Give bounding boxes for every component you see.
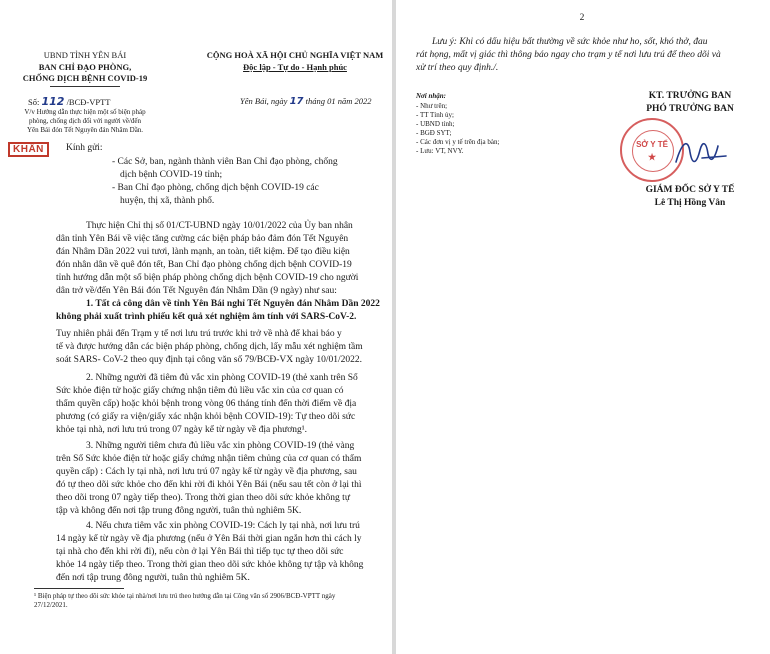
issuing-agency-header [10, 50, 160, 87]
text-line: tế và được hướng dẫn các biện pháp phòng, chống dịch, lấy mẫu xét nghiệm tầm [56, 342, 363, 352]
text-line: tại nhà cho đến khi rời đi), nếu còn ở lại Yên Bái thì tiếp tục tự theo dõi sức [56, 547, 344, 557]
text-line: rát họng, mất vị giác thì thông báo ngay cho trạm y tế nơi lưu trú để theo dõi và [416, 50, 721, 60]
page-number: 2 [579, 13, 585, 23]
text-line: theo dõi trong 07 ngày tiếp theo). Trong thời gian theo dõi sức khỏe không tự [56, 493, 350, 503]
text-line: thẩm quyền cấp) hoặc khỏi bệnh trong vòng 06 tháng tính đến thời điểm về địa [56, 399, 357, 409]
text-line: - Các đơn vị y tế trên địa bàn; [416, 138, 500, 146]
signature-handwritten [672, 132, 732, 172]
signer-position: GIÁM ĐỐC SỞ Y TẾ [645, 185, 735, 195]
text-line: 1. Tất cả công dân về tỉnh Yên Bái nghỉ Tết Nguyên đán Nhâm Dần 2022 [86, 299, 380, 309]
text-line: phương (có giấy ra viện/giấy xác nhận khỏi bệnh COVID-19): Tự theo dõi sức [56, 412, 356, 422]
header-rule [50, 86, 120, 87]
text-line: khỏe tại nhà, nơi lưu trú trong 07 ngày kể từ ngày về địa phương¹. [56, 425, 308, 435]
signature-titles [610, 90, 770, 116]
item-3 [56, 440, 392, 518]
text-line: ¹ Biện pháp tự theo dõi sức khỏe tại nhà/nơi lưu trú theo hướng dẫn tại Công văn số 2906/BCĐ-VPTT ngày [34, 592, 336, 600]
subject-line: Yên Bái đón Tết Nguyên đán Nhâm Dần. [26, 126, 144, 134]
text-line: quyền cấp) : Cách ly tại nhà, nơi lưu trú 07 ngày kể từ ngày về địa phương, sau [56, 467, 357, 477]
doc-number-suffix: /BCĐ-VPTT [66, 97, 111, 107]
seal-text: SỞ Y TẾ [636, 140, 668, 149]
health-note [416, 36, 770, 75]
text-line: huyện, thị xã, thành phố. [120, 196, 215, 206]
text-line: dân trở về/đến Yên Bái đón Tết Nguyên đán Nhâm Dần (9 ngày) như sau: [56, 286, 337, 296]
steering-committee-line1: BAN CHỈ ĐẠO PHÒNG, [38, 61, 132, 72]
text-line: tập và không đến nơi tập trung đông người, tuân thủ nghiêm 5K. [56, 506, 302, 516]
footnote [34, 592, 392, 610]
document-page-2 [396, 0, 770, 654]
text-line: khỏe 14 ngày tiếp theo. Trong thời gian theo dõi sức khỏe không tự tập và không [56, 560, 364, 570]
text-line: dân tỉnh Yên Bái về việc tăng cường các biện pháp bảo đảm đón Tết Nguyên [56, 234, 349, 244]
item-4 [56, 520, 392, 585]
text-line: tỉnh hướng dẫn một số biện pháp phòng chống dịch bệnh COVID-19 cho người [56, 273, 359, 283]
signer-block [610, 184, 770, 210]
doc-number-prefix: Số: [28, 97, 40, 107]
text-line: dịch bệnh COVID-19 tỉnh; [120, 170, 223, 180]
national-title: CỘNG HOÀ XÃ HỘI CHỦ NGHĨA VIỆT NAM [206, 50, 384, 60]
text-line: không phải xuất trình phiếu kết quả xét nghiệm âm tính với SARS-CoV-2. [56, 312, 357, 322]
subject-line: phòng, chống dịch đối với người về/đến [28, 117, 142, 125]
text-line: đán Nhâm Dần 2022 vui tươi, lành mạnh, an toàn, tiết kiệm. Để tạo điều kiện [56, 247, 350, 257]
text-line: - BGĐ SYT; [416, 129, 452, 137]
text-line: đón nhân dân về quê đón tết, Ban Chỉ đạo phòng chống dịch bệnh COVID-19 [56, 260, 352, 270]
text-line: 4. Nếu chưa tiêm vắc xin phòng COVID-19: Cách ly tại nhà, nơi lưu trú [86, 521, 360, 531]
signer-name: Lê Thị Hồng Vân [654, 198, 726, 208]
signature-title-2: PHÓ TRƯỞNG BAN [646, 104, 734, 114]
text-line: 14 ngày kể từ ngày về địa phương (nếu ở Yên Bái thời gian ngắn hơn thì cách ly [56, 534, 362, 544]
text-line: - Ban Chỉ đạo phòng, chống dịch bệnh COVID-19 các [112, 183, 319, 193]
subject-line: V/v Hướng dẫn thực hiện một số biện pháp [24, 108, 146, 116]
national-header [180, 50, 392, 73]
text-line: - Như trên; [416, 102, 448, 110]
text-line: Thực hiện Chỉ thị số 01/CT-UBND ngày 10/01/2022 của Ủy ban nhân [86, 221, 353, 231]
text-line: - TT Tỉnh ủy; [416, 111, 454, 119]
text-line: Sức khỏe điện tử hoặc giấy chứng nhận tiêm đủ liều vắc xin của cơ quan có [56, 386, 344, 396]
text-line: - UBND tỉnh; [416, 120, 455, 128]
date-prefix: Yên Bái, ngày [240, 96, 288, 106]
seal-inner-ring [632, 130, 674, 172]
text-line: 27/12/2021. [34, 601, 68, 609]
text-line: đến nơi tập trung đông người, tuân thủ nghiêm 5K. [56, 573, 250, 583]
item-1-note [56, 328, 392, 367]
text-line: trên Sổ Sức khỏe điện tử hoặc giấy chứng nhận tiêm chủng của cơ quan có thẩm [56, 454, 362, 464]
text-line: Lưu ý: Khi có dấu hiệu bất thường về sức khỏe như ho, sốt, khó thở, đau [432, 37, 708, 47]
text-line: đó tự theo dõi sức khỏe cho đến khi rời đi khỏi Yên Bái (nếu sau tết còn ở lại thì [56, 480, 362, 490]
text-line: 3. Những người tiêm chưa đủ liều vắc xin phòng COVID-19 (thẻ vàng [86, 441, 355, 451]
item-2 [56, 372, 392, 437]
intro-paragraph [56, 220, 392, 298]
recipients-list-page2 [416, 102, 556, 156]
issue-date [240, 96, 392, 108]
province-committee: UBND TỈNH YÊN BÁI [43, 50, 127, 60]
text-line: xử trí theo quy định./. [416, 63, 499, 73]
steering-committee-line2: CHỐNG DỊCH BỆNH COVID-19 [22, 73, 148, 83]
document-subject [10, 108, 160, 135]
text-line: - Các Sở, ban, ngành thành viên Ban Chỉ đạo phòng, chống [112, 157, 338, 167]
urgent-stamp: KHẨN [8, 142, 49, 157]
seal-star: ★ [647, 152, 657, 162]
item-1 [56, 298, 392, 324]
recipients-list [112, 156, 392, 208]
footnote-rule [34, 588, 124, 589]
signature-title-1: KT. TRƯỞNG BAN [648, 91, 732, 101]
date-day-handwritten: 17 [289, 96, 304, 107]
text-line: 2. Những người đã tiêm đủ vắc xin phòng COVID-19 (thẻ xanh trên Sổ [86, 373, 358, 383]
recipients-title: Nơi nhận: [416, 92, 447, 100]
national-motto: Độc lập - Tự do - Hạnh phúc [243, 61, 347, 72]
text-line: - Lưu: VT, NVY. [416, 147, 464, 155]
doc-number-handwritten: 112 [41, 95, 65, 108]
text-line: soát SARS- CoV-2 theo quy định tại công văn số 79/BCĐ-VX ngày 10/01/2022. [56, 355, 363, 365]
text-line: Tuy nhiên phải đến Trạm y tế nơi lưu trú trước khi trở về nhà để khai báo y [56, 329, 342, 339]
date-suffix: tháng 01 năm 2022 [305, 96, 372, 106]
document-number [28, 96, 178, 109]
greeting: Kính gửi: [66, 143, 103, 153]
